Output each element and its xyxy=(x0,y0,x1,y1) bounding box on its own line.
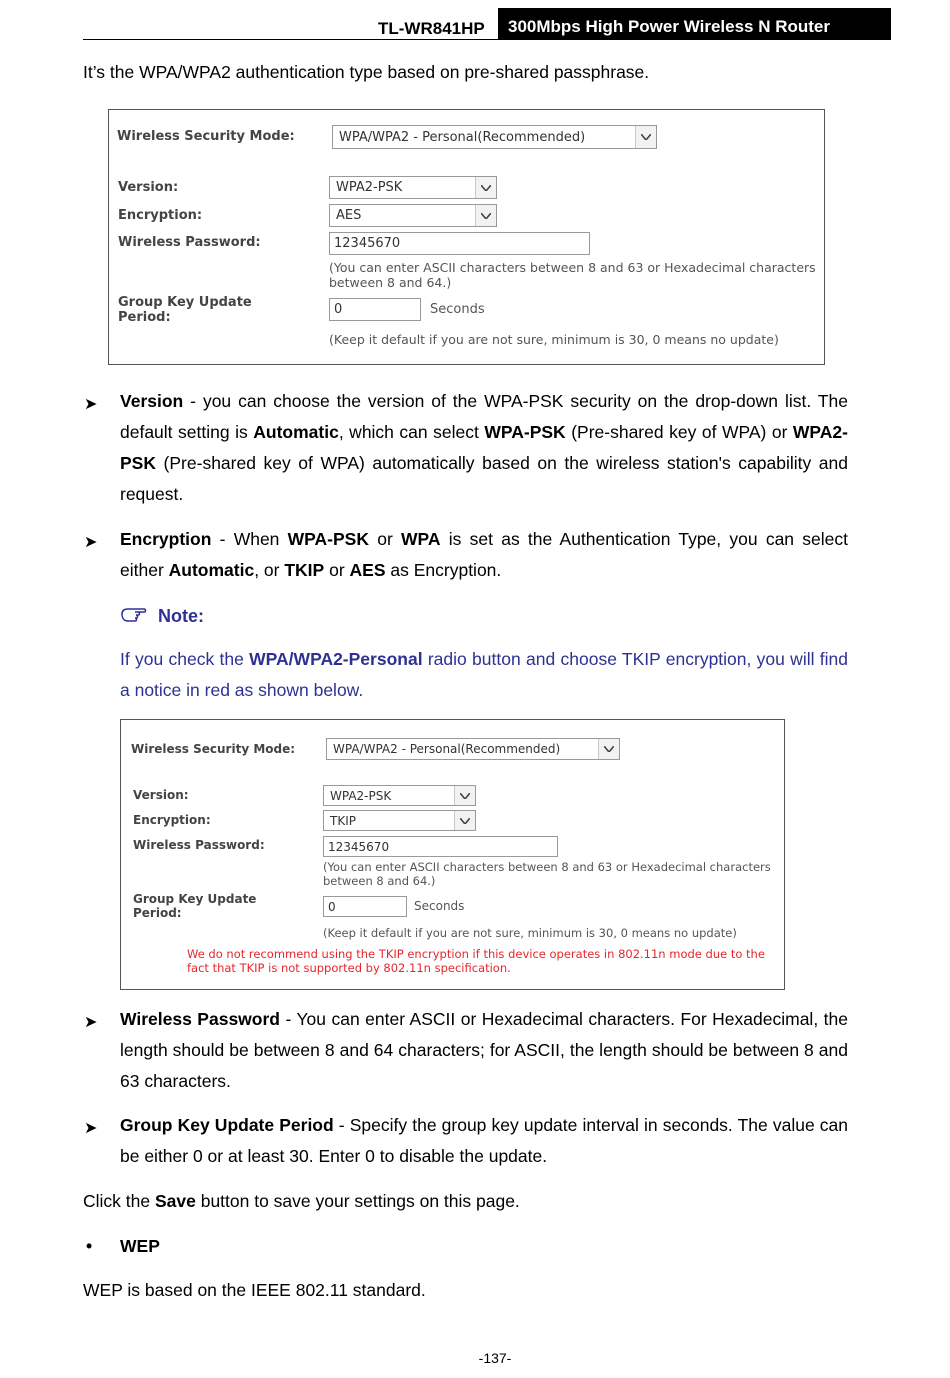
text-span: (Pre-shared key of WPA) automatically based on the wireless station's capability and request. xyxy=(120,453,848,504)
bold-span: WPA/WPA2-Personal xyxy=(249,649,423,669)
password-label: Wireless Password: xyxy=(133,838,265,852)
security-mode-value: WPA/WPA2 - Personal(Recommended) xyxy=(339,129,586,145)
group-key-input[interactable]: 0 xyxy=(323,896,407,917)
bold-span: WPA2-PSK xyxy=(120,422,848,473)
security-mode-value: WPA/WPA2 - Personal(Recommended) xyxy=(333,742,561,756)
group-key-input[interactable]: 0 xyxy=(329,298,421,321)
security-mode-label: Wireless Security Mode: xyxy=(131,742,296,756)
bold-span: WPA-PSK xyxy=(287,529,369,549)
wep-text: WEP is based on the IEEE 802.11 standard. xyxy=(83,1280,426,1300)
bold-span: Save xyxy=(154,1191,196,1211)
password-label: Wireless Password: xyxy=(118,235,261,250)
text-span: radio button and choose TKIP encryption, you will find a notice in red as shown below. xyxy=(120,649,848,700)
security-mode-label: Wireless Security Mode: xyxy=(117,129,295,144)
security-mode-select[interactable] xyxy=(326,738,620,760)
text-span: , which can select xyxy=(338,422,485,442)
group-key-term: Group Key Update Period xyxy=(120,1115,334,1135)
version-description xyxy=(120,386,848,510)
bold-span: TKIP xyxy=(284,560,325,580)
text-span: - You can enter ASCII or Hexadecimal characters. For Hexadecimal, the length should be between 8 and 64 characters; for ASCII, the length should be between 8 and 63 characters. xyxy=(120,1009,848,1091)
arrow-bullet-icon: ➤ xyxy=(84,1120,98,1137)
password-input[interactable]: 12345670 xyxy=(329,232,590,255)
bold-span: Automatic xyxy=(253,422,339,442)
password-hint-line1: (You can enter ASCII characters between 8 and 63 or Hexadecimal characters xyxy=(329,260,816,275)
bold-span: WPA xyxy=(401,529,441,549)
chevron-down-icon xyxy=(475,177,496,198)
encryption-label: Encryption: xyxy=(133,813,211,827)
version-value: WPA2-PSK xyxy=(336,180,403,195)
encryption-value: TKIP xyxy=(330,813,356,828)
wep-heading: WEP xyxy=(120,1236,160,1256)
encryption-value: AES xyxy=(336,208,362,223)
chevron-down-icon xyxy=(635,126,656,148)
text-span: - you can choose the version of the WPA-PSK security on the drop-down list. The default setting is xyxy=(120,391,848,442)
bold-span: Automatic xyxy=(168,560,255,580)
text-span: , or xyxy=(254,560,285,580)
bold-span: AES xyxy=(349,560,386,580)
text-span: - Specify the group key update interval in seconds. The value can be either 0 or at least 30. Enter 0 to disable the update. xyxy=(120,1115,848,1166)
password-description xyxy=(120,1004,848,1097)
intro-text: It’s the WPA/WPA2 authentication type based on pre-shared passphrase. xyxy=(83,62,650,82)
password-term: Wireless Password xyxy=(120,1009,280,1029)
note-text xyxy=(120,644,848,706)
group-key-label-line1: Group Key Update xyxy=(118,295,252,310)
version-select[interactable] xyxy=(329,176,497,199)
page-number: -137- xyxy=(478,1350,512,1366)
header-rule xyxy=(83,39,891,40)
password-hint-line2: between 8 and 64.) xyxy=(329,275,452,290)
group-key-hint: (Keep it default if you are not sure, minimum is 30, 0 means no update) xyxy=(329,332,779,347)
encryption-select[interactable] xyxy=(323,810,476,831)
model-name: TL-WR841HP xyxy=(378,19,485,38)
chevron-down-icon xyxy=(454,811,475,830)
tkip-warning-line2: fact that TKIP is not supported by 802.11n specification. xyxy=(187,961,511,975)
password-hint-line1: (You can enter ASCII characters between 8 and 63 or Hexadecimal characters xyxy=(323,860,771,874)
note-title: Note: xyxy=(158,606,204,626)
encryption-description xyxy=(120,524,848,586)
version-label: Version: xyxy=(133,788,189,802)
chevron-down-icon xyxy=(475,205,496,226)
tkip-warning-line1: We do not recommend using the TKIP encryption if this device operates in 802.11n mode due to the xyxy=(187,947,765,961)
pointing-hand-icon xyxy=(120,605,148,628)
bold-span: WPA-PSK xyxy=(484,422,566,442)
seconds-label: Seconds xyxy=(430,302,485,317)
save-instruction xyxy=(83,1186,520,1217)
arrow-bullet-icon: ➤ xyxy=(84,396,98,413)
dot-bullet-icon: • xyxy=(86,1236,93,1256)
text-span: If you check the xyxy=(120,649,250,669)
security-mode-select[interactable] xyxy=(332,125,657,149)
group-key-label-line2: Period: xyxy=(118,310,171,325)
product-title: 300Mbps High Power Wireless N Router xyxy=(498,8,891,39)
seconds-label: Seconds xyxy=(414,899,465,913)
text-span: or xyxy=(324,560,350,580)
arrow-bullet-icon: ➤ xyxy=(84,1014,98,1031)
text-span: as Encryption. xyxy=(385,560,502,580)
text-span: button to save your settings on this page. xyxy=(195,1191,520,1211)
group-key-label-line1: Group Key Update xyxy=(133,892,257,906)
version-value: WPA2-PSK xyxy=(330,788,392,803)
chevron-down-icon xyxy=(598,739,619,759)
password-input[interactable]: 12345670 xyxy=(323,836,558,857)
note-heading xyxy=(120,605,204,628)
text-span: or xyxy=(368,529,402,549)
text-span: Click the xyxy=(83,1191,155,1211)
encryption-label: Encryption: xyxy=(118,208,203,223)
encryption-term: Encryption xyxy=(120,529,212,549)
version-term: Version xyxy=(120,391,184,411)
text-span: is set as the Authentication Type, you can select either xyxy=(120,529,848,580)
wpa-settings-screenshot xyxy=(108,109,825,365)
group-key-label-line2: Period: xyxy=(133,906,182,920)
version-select[interactable] xyxy=(323,785,476,806)
group-key-hint: (Keep it default if you are not sure, minimum is 30, 0 means no update) xyxy=(323,926,737,940)
text-span: - When xyxy=(211,529,288,549)
password-hint-line2: between 8 and 64.) xyxy=(323,874,436,888)
text-span: (Pre-shared key of WPA) or xyxy=(565,422,793,442)
chevron-down-icon xyxy=(454,786,475,805)
arrow-bullet-icon: ➤ xyxy=(84,534,98,551)
version-label: Version: xyxy=(118,180,179,195)
group-key-description xyxy=(120,1110,848,1172)
encryption-select[interactable] xyxy=(329,204,497,227)
tkip-warning-screenshot xyxy=(120,719,785,990)
